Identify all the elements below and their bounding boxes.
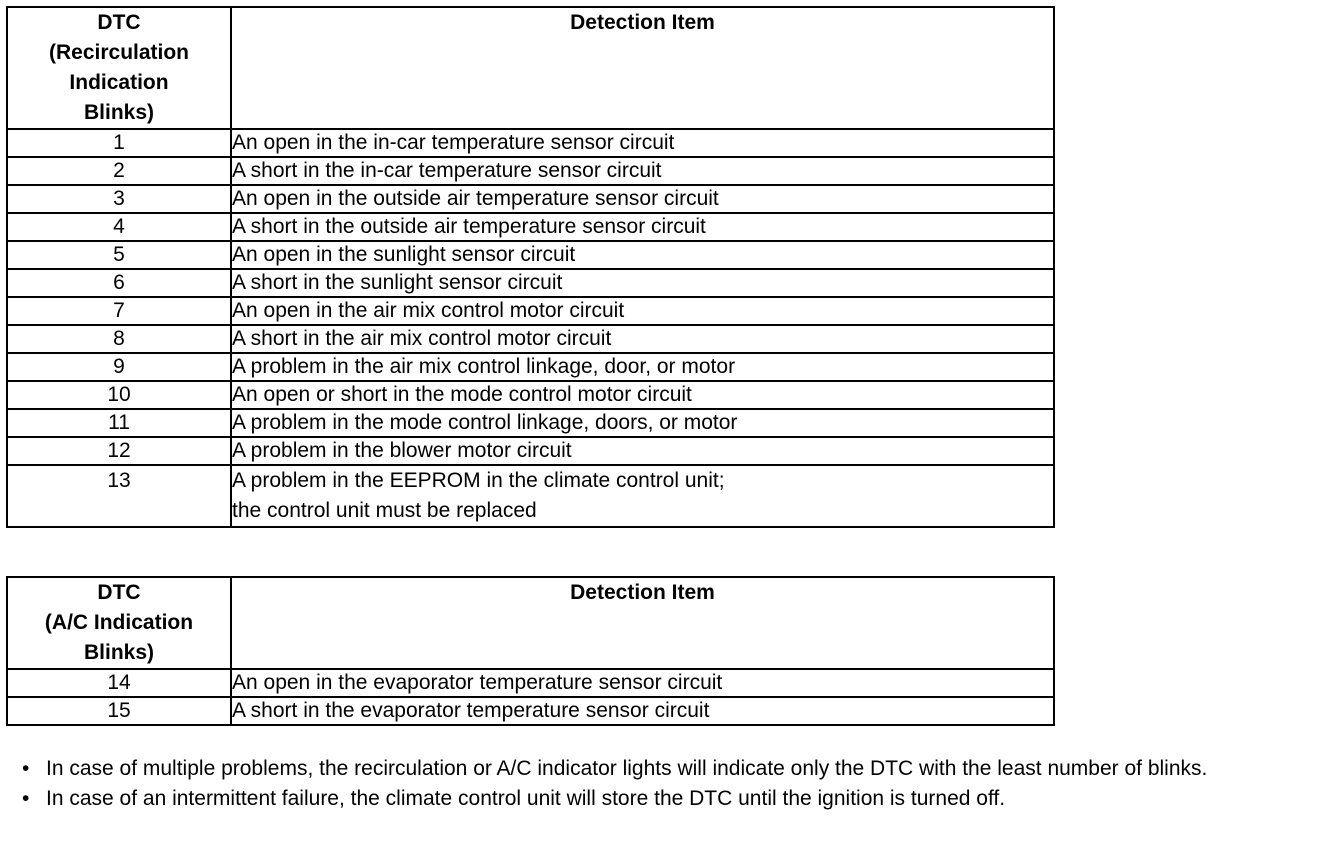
dtc-column-header: DTC (Recirculation Indication Blinks) — [7, 7, 231, 129]
detection-item: A problem in the blower motor circuit — [231, 437, 1054, 465]
detection-item: An open in the in-car temperature sensor circuit — [231, 129, 1054, 157]
detection-item: A short in the evaporator temperature sensor circuit — [231, 697, 1054, 725]
notes-list — [22, 754, 1322, 814]
table-row — [7, 185, 1054, 213]
dtc-code: 2 — [7, 157, 231, 185]
dtc-code: 1 — [7, 129, 231, 157]
table-row — [7, 409, 1054, 437]
table-row — [7, 669, 1054, 697]
bullet-icon: • — [22, 787, 30, 810]
detection-item: A short in the air mix control motor circuit — [231, 325, 1054, 353]
detection-item: A short in the sunlight sensor circuit — [231, 269, 1054, 297]
dtc-code: 5 — [7, 241, 231, 269]
dtc-code: 4 — [7, 213, 231, 241]
dtc-code: 12 — [7, 437, 231, 465]
dtc-code: 8 — [7, 325, 231, 353]
table-row — [7, 381, 1054, 409]
bullet-icon: • — [22, 757, 30, 780]
dtc-code: 14 — [7, 669, 231, 697]
table-row — [7, 697, 1054, 725]
table-row — [7, 213, 1054, 241]
detection-item: A short in the outside air temperature sensor circuit — [231, 213, 1054, 241]
detection-item: An open in the sunlight sensor circuit — [231, 241, 1054, 269]
dtc-code: 10 — [7, 381, 231, 409]
note-text: In case of multiple problems, the recirculation or A/C indicator lights will indicate only the DTC with the least number of blinks. — [46, 757, 1208, 780]
table-row — [7, 437, 1054, 465]
recirculation-dtc-table — [6, 6, 1055, 528]
detection-item: A problem in the EEPROM in the climate control unit; the control unit must be replaced — [231, 465, 1054, 527]
dtc-code: 6 — [7, 269, 231, 297]
dtc-code: 3 — [7, 185, 231, 213]
detection-item: An open in the outside air temperature sensor circuit — [231, 185, 1054, 213]
ac-dtc-table — [6, 576, 1055, 726]
dtc-column-header: DTC (A/C Indication Blinks) — [7, 577, 231, 669]
detection-item-column-header: Detection Item — [231, 7, 1054, 129]
dtc-code: 9 — [7, 353, 231, 381]
detection-item: An open in the evaporator temperature sensor circuit — [231, 669, 1054, 697]
table-row — [7, 297, 1054, 325]
detection-item: An open in the air mix control motor circuit — [231, 297, 1054, 325]
detection-item: A problem in the air mix control linkage, door, or motor — [231, 353, 1054, 381]
detection-item: A problem in the mode control linkage, doors, or motor — [231, 409, 1054, 437]
table-row — [7, 465, 1054, 527]
dtc-code: 7 — [7, 297, 231, 325]
dtc-code: 11 — [7, 409, 231, 437]
note-item — [22, 784, 1322, 814]
detection-item: A short in the in-car temperature sensor circuit — [231, 157, 1054, 185]
note-text: In case of an intermittent failure, the climate control unit will store the DTC until the ignition is turned off. — [46, 787, 1006, 810]
dtc-code: 13 — [7, 465, 231, 527]
note-item — [22, 754, 1322, 784]
table-header-row — [7, 577, 1054, 669]
detection-item: An open or short in the mode control motor circuit — [231, 381, 1054, 409]
dtc-code: 15 — [7, 697, 231, 725]
table-header-row — [7, 7, 1054, 129]
detection-item-column-header: Detection Item — [231, 577, 1054, 669]
table-row — [7, 325, 1054, 353]
table-row — [7, 129, 1054, 157]
table-row — [7, 353, 1054, 381]
table-row — [7, 241, 1054, 269]
table-row — [7, 157, 1054, 185]
table-row — [7, 269, 1054, 297]
